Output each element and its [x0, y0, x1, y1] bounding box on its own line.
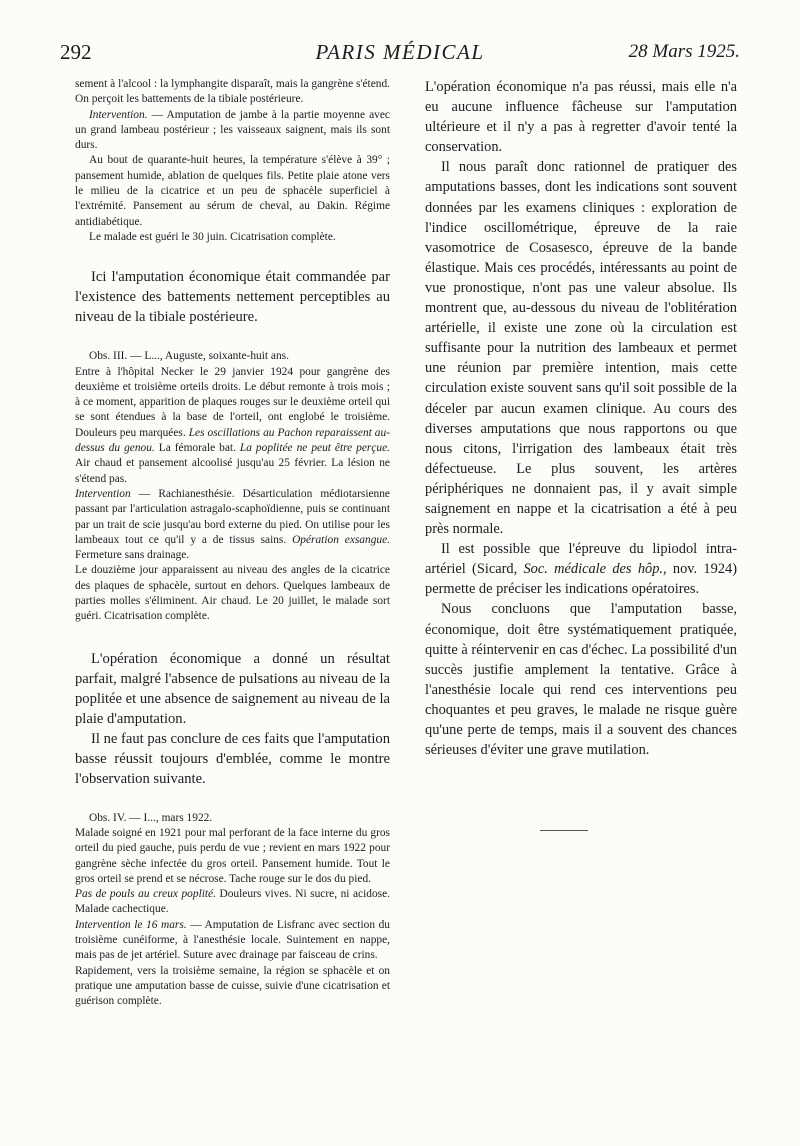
- running-header: [60, 40, 740, 66]
- intervention-label: Intervention: [75, 487, 131, 500]
- body-paragraph: Il nous paraît donc rationnel de pratiquer des amputations basses, dont les indications sont souvent données par les examens cliniques : exploration de l'indice oscillométrique, épreuve de la raie vasomotrice de Cosasesco, épreuve de la bande élastique. Mais ces procédés, intéressants au point de vue pronostique, n'ont pas une valeur absolue. Ils montrent que, au-dessous du niveau de l'oblitération artérielle, il existe une zone où la circulation est suffisante pour la nutrition des lambeaux et permet une réunion par première intention, mais cette circulation existe souvent sans qu'il soit possible de la déceler par aucun examen clinique. Au cours des diverses amputations que nous rapportons ou que nous citons, l'irrigation des lambeaux était très défectueuse. Le plus souvent, les artères périphériques ne donnaient pas, il y avait simple saignement en nappe et la cicatrisation a été à peu près normale.: [425, 159, 737, 538]
- obs4-paragraph: Malade soigné en 1921 pour mal perforant de la face interne du gros orteil du pied gauche, puis perdu de vue ; revient en mars 1922 pour gangrène sèche infectée du gros orteil. Pansement humide. Tout le gros orteil se prend et se nécrose. Tache rouge sur le dos du pied.: [75, 826, 390, 885]
- commentary-paragraph: Ici l'amputation économique était commandée par l'existence des battements nettement perceptibles au niveau de la tibiale postérieure.: [75, 269, 390, 326]
- obs2-paragraph: Le malade est guéri le 30 juin. Cicatrisation complète.: [89, 230, 336, 243]
- end-rule: [540, 830, 588, 831]
- obs3-intervention: Intervention — Rachianesthésie. Désarticulation médiotarsienne passant par l'articulation astragalo-scaphoïdienne, puis se continuant par un trait de scie jusqu'au bord externe du pied. On utilise pour les lambeaux tout ce qu'il y a de tissus sains. Opération exsangue. Fermeture sans drainage.: [75, 487, 390, 562]
- citation: Soc. médicale des hôp.: [523, 561, 664, 578]
- obs3-title: Obs. III. — L..., Auguste, soixante-huit ans.: [89, 350, 289, 363]
- intervention-label: Intervention le 16 mars.: [75, 918, 187, 931]
- left-column: [75, 77, 390, 1009]
- obs2-paragraph: sement à l'alcool : la lymphangite disparaît, mais la gangrène s'étend. On perçoit les battements de la tibiale postérieure.: [75, 78, 390, 106]
- body-paragraph: Nous concluons que l'amputation basse, économique, doit être systématiquement pratiquée, quitte à réintervenir en cas d'échec. La possibilité d'un succès justifie amplement la tentative. Grâce à l'anesthésie locale qui rend ces interventions peu choquantes et peu graves, le malade ne risque guère qu'une perte de temps, mais il a souvent des chances sérieuses d'éviter une grave mutilation.: [425, 601, 737, 759]
- journal-title: PARIS MÉDICAL: [315, 40, 485, 64]
- issue-date: 28 Mars 1925.: [628, 41, 740, 62]
- commentary-paragraph: L'opération économique a donné un résultat parfait, malgré l'absence de pulsations au niveau de la poplitée et une absence de saignement au niveau de la plaie d'amputation.: [75, 650, 390, 727]
- page-number: 292: [60, 40, 92, 64]
- obs3-paragraph: Entre à l'hôpital Necker le 29 janvier 1924 pour gangrène des deuxième et troisième orteils droits. Le début remonte à trois mois ; à ce moment, apparition de plaques rouges sur le deuxième orteil qui se sont étendues à la base de l'orteil, ont englobé le troisième. Douleurs peu marquées. Les oscillations au Pachon reparaissent au-dessus du genou. La fémorale bat. La poplitée ne peut être perçue. Air chaud et pansement alcoolisé jusqu'au 25 février. La lésion ne s'étend pas.: [75, 365, 390, 485]
- intervention-label: Intervention.: [89, 108, 148, 121]
- obs4-title: Obs. IV. — I..., mars 1922.: [89, 811, 213, 824]
- obs2-intervention: Intervention. — Amputation de jambe à la partie moyenne avec un grand lambeau postérieur ; les vaisseaux saignent, mais ils sont durs.: [75, 108, 390, 152]
- obs4-paragraph: Rapidement, vers la troisième semaine, la région se sphacèle et on pratique une amputation basse de cuisse, suivie d'une cicatrisation et guérison complète.: [75, 964, 390, 1008]
- obs2-paragraph: Au bout de quarante-huit heures, la température s'élève à 39° ; pansement humide, ablation de quelques fils. Petite plaie atone vers le milieu de la cicatrice et un peu de sphacèle superficiel à l'extrémité. Pansement au sérum de cheval, au Dakin. Régime antidiabétique.: [75, 154, 390, 228]
- body-paragraph: Il est possible que l'épreuve du lipiodol intra-artériel (Sicard, Soc. médicale des hôp., nov. 1924) permette de préciser les indications opératoires.: [425, 541, 738, 598]
- right-column: [425, 77, 737, 760]
- body-paragraph: L'opération économique n'a pas réussi, mais elle n'a eu aucune influence fâcheuse sur l'amputation ultérieure et il n'y a pas à regretter d'avoir tenté la conservation.: [425, 79, 737, 156]
- commentary-paragraph: Il ne faut pas conclure de ces faits que l'amputation basse réussit toujours d'emblée, comme le montre l'observation suivante.: [75, 730, 390, 787]
- obs4-paragraph: Pas de pouls au creux poplité. Douleurs vives. Ni sucre, ni acidose. Malade cachectique.: [75, 888, 390, 916]
- obs3-paragraph: Le douzième jour apparaissent au niveau des angles de la cicatrice des plaques de sphacèle, surtout en dehors. Quelques lambeaux de parties molles s'éliminent. Air chaud. Le 20 juillet, le malade sort guéri. Cicatrisation complète.: [75, 564, 390, 623]
- obs4-intervention: Intervention le 16 mars. — Amputation de Lisfranc avec section du troisième cunéiforme, à l'anesthésie locale. Suintement en nappe, mais pas de jet artériel. Suture avec drainage par faisceau de crins.: [75, 918, 390, 962]
